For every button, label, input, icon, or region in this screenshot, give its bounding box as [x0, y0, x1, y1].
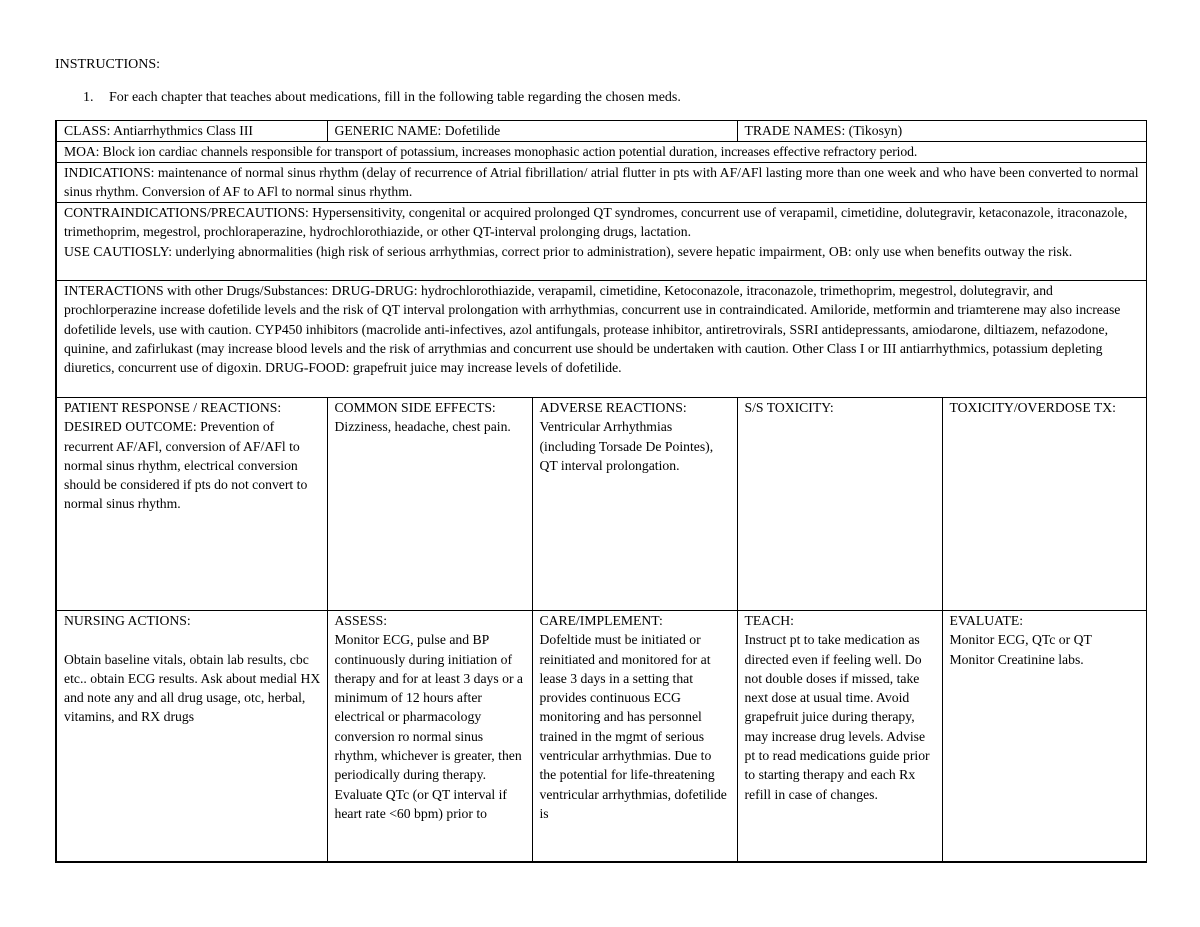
toxicity-signs-cell: [737, 398, 942, 611]
drug-class-cell: [56, 121, 327, 142]
interactions-cell: [56, 281, 1146, 398]
toxicity-signs: S/S TOXICITY:: [744, 400, 834, 415]
mechanism-of-action: MOA: Block ion cardiac channels responsible for transport of potassium, increases monophasic action potential duration, increases effective refractory period.: [64, 144, 918, 159]
interactions: INTERACTIONS with other Drugs/Substances: DRUG-DRUG: hydrochlorothiazide, verapamil, cimetidine, Ketoconazole, itraconazole, trimethoprim, megestrol, dolutegravir, and prochlorperazine increase dofetilide levels and the risk of QT interval prolongation with arrhythmias, concurrent use in contraindicated. Amiloride, metformin and triamterene may also increase dofetilide levels, use with caution. CYP450 inhibitors (macrolide anti-infectives, azol antifungals, protease inhibitor, antiretrovirals, SSRI antidepressants, amiodarone, diltiazem, nefazodone, quinine, and zafirlukast (may increase blood levels and the risk of arrythmias and concurrent use should be undertaken with caution. Other Class I or III antiarrhythmics, potassium depleting diuretics, concurrent use of digoxin. DRUG-FOOD: grapefruit juice may increase levels of dofetilide.: [64, 283, 1121, 376]
adverse-reactions-cell: [532, 398, 737, 611]
moa-cell: [56, 142, 1146, 163]
patient-response-cell: [56, 398, 327, 611]
toxicity-treatment: TOXICITY/OVERDOSE TX:: [949, 400, 1116, 415]
adverse-reactions: ADVERSE REACTIONS: Ventricular Arrhythmias (including Torsade De Pointes), QT interval prolongation.: [539, 400, 714, 473]
common-side-effects-cell: [327, 398, 532, 611]
teach-cell: [737, 611, 942, 863]
care-implement-cell: [532, 611, 737, 863]
generic-name: GENERIC NAME: Dofetilide: [334, 123, 501, 138]
trade-names-cell: [737, 121, 1146, 142]
assess: ASSESS: Monitor ECG, pulse and BP continuously during initiation of therapy and for at least 3 days or a minimum of 12 hours after electrical or pharmacology conversion ro normal sinus rhythm, whichever is greater, then periodically during therapy. Evaluate QTc (or QT interval if heart rate <60 bpm) prior to: [334, 613, 524, 821]
instruction-text: For each chapter that teaches about medications, fill in the following table regarding the chosen meds.: [109, 90, 681, 105]
contraindications: CONTRAINDICATIONS/PRECAUTIONS: Hypersensitivity, congenital or acquired prolonged QT syndromes, concurrent use of verapamil, cimetidine, dolutegravir, ketaconazole, itraconazole, trimethoprim, megestrol, prochloraperazine, hydrochlorothiazide, or other QT-interval prolonging drugs, lactation.: [64, 205, 1128, 240]
evaluate: EVALUATE: Monitor ECG, QTc or QT Monitor Creatinine labs.: [949, 613, 1092, 667]
trade-names: TRADE NAMES: (Tikosyn): [744, 123, 903, 138]
nursing-actions: NURSING ACTIONS: Obtain baseline vitals, obtain lab results, cbc etc.. obtain ECG results. Ask about medial HX and note any and all drug usage, otc, herbal, vitamins, and RX drugs: [64, 613, 321, 725]
nursing-actions-cell: [56, 611, 327, 863]
teach: TEACH: Instruct pt to take medication as directed even if feeling well. Do not double doses if missed, take next dose at usual time. Avoid grapefruit juice during therapy, may increase drug levels. Advise pt to read medications guide prior to starting therapy and each Rx refill in case of changes.: [744, 613, 930, 802]
medication-table: [55, 120, 1147, 863]
contraindications-cell: [56, 203, 1146, 281]
patient-response: PATIENT RESPONSE / REACTIONS: DESIRED OUTCOME: Prevention of recurrent AF/AFl, conversion of AF/AFl to normal sinus rhythm, electrical conversion should be considered if pts do not convert to normal sinus rhythm.: [64, 400, 308, 512]
drug-class: CLASS: Antiarrhythmics Class III: [64, 123, 253, 138]
instruction-item: [83, 89, 681, 107]
indications: INDICATIONS: maintenance of normal sinus rhythm (delay of recurrence of Atrial fibrillation/ atrial flutter in pts with AF/AFl lasting more than one week and who have been converted to normal sinus rhythm. Conversion of AF to AFl to normal sinus rhythm.: [64, 165, 1139, 200]
assess-cell: [327, 611, 532, 863]
toxicity-tx-cell: [942, 398, 1146, 611]
common-side-effects: COMMON SIDE EFFECTS: Dizziness, headache, chest pain.: [334, 400, 511, 435]
instructions-heading: INSTRUCTIONS:: [55, 57, 161, 72]
generic-name-cell: [327, 121, 737, 142]
use-cautiously: USE CAUTIOSLY: underlying abnormalities (high risk of serious arrhythmias, correct prior to administration), severe hepatic impairment, OB: only use when benefits outway the risk.: [64, 243, 1073, 259]
evaluate-cell: [942, 611, 1146, 863]
indications-cell: [56, 163, 1146, 203]
care-implement: CARE/IMPLEMENT: Dofeltide must be initiated or reinitiated and monitored for at lease 3 days in a setting that provides continuous ECG monitoring and has personnel trained in the mgmt of serious ventricular arrhythmias. Due to the potential for life-threatening ventricular arrhythmias, dofetilide is: [539, 613, 727, 821]
instruction-number: 1.: [83, 90, 94, 105]
